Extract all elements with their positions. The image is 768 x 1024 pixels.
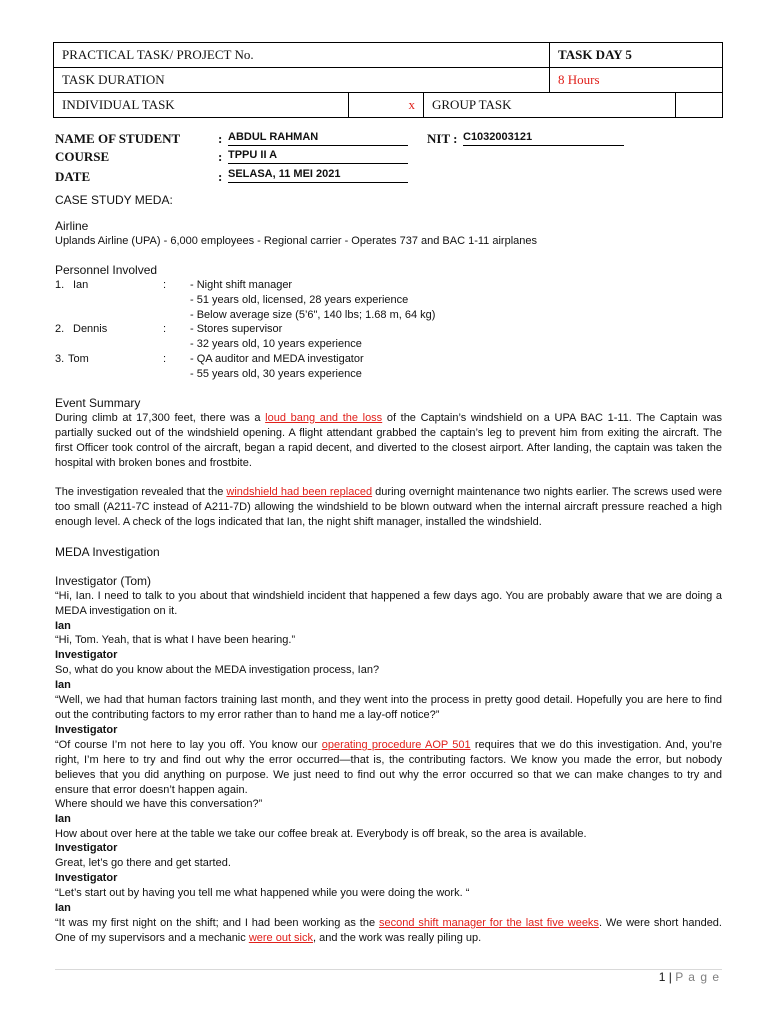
date-colon: :: [218, 169, 223, 184]
dialogue-line: Great, let’s go there and get started.: [55, 857, 231, 869]
event-paragraph-1: During climb at 17,300 feet, there was a loud bang and the loss of the Captain’s windshield on a UPA BAC 1-11. The Captain was partially sucked out of the windshield opening. A flight attendant grabbed the captain’s leg to prevent him from exiting the aircraft. The first Officer took control of the aircraft, began a rapid decent, and diverted to the closest airport. After landing, the captain was taken the hospital with broken bones and frostbite.: [55, 412, 722, 469]
group-task-mark: [676, 93, 723, 118]
person-detail: - 51 years old, licensed, 28 years experience: [190, 294, 409, 306]
person-detail: - 55 years old, 30 years experience: [190, 368, 362, 380]
dialogue-line: “Let’s start out by having you tell me what happened while you were doing the work. “: [55, 887, 470, 899]
event-summary-heading: Event Summary: [55, 396, 141, 410]
person-colon: :: [163, 279, 167, 291]
person-colon: :: [163, 353, 167, 365]
nit-label: NIT :: [427, 131, 458, 146]
footer-divider: [55, 969, 722, 970]
airline-heading: Airline: [55, 219, 89, 233]
name-colon: :: [218, 131, 223, 146]
task-day-cell: TASK DAY 5: [550, 43, 723, 68]
highlight-text: operating procedure AOP 501: [321, 739, 471, 751]
person-number: 3.: [55, 353, 65, 365]
person-number: 1.: [55, 279, 65, 291]
person-number: 2.: [55, 323, 65, 335]
group-task-label: GROUP TASK: [424, 93, 676, 118]
highlight-text: windshield had been replaced: [226, 486, 373, 498]
person-detail: - Night shift manager: [190, 279, 293, 291]
speaker-ian: Ian: [55, 620, 71, 632]
case-study-heading: CASE STUDY MEDA:: [55, 193, 173, 207]
airline-text: Uplands Airline (UPA) - 6,000 employees - Regional carrier - Operates 737 and BAC 1-11 airplanes: [55, 235, 537, 247]
speaker-investigator-tom: Investigator (Tom): [55, 574, 152, 588]
date-label: DATE: [55, 169, 91, 184]
date-value: SELASA, 11 MEI 2021: [228, 168, 408, 183]
page-footer: [659, 970, 720, 985]
nit-value: C1032003121: [463, 131, 624, 146]
dialogue-line: “Hi, Ian. I need to talk to you about that windshield incident that happened a few days ago. You are probably aware that we are doing a MEDA investigation on it.: [55, 590, 722, 617]
dialogue-line: So, what do you know about the MEDA investigation process, Ian?: [55, 664, 380, 676]
dialogue-line: “Hi, Tom. Yeah, that is what I have been hearing.”: [55, 634, 296, 646]
dialogue-line: “Of course I’m not here to lay you off. You know our operating procedure AOP 501 requires that we do this investigation. And, you’re right, I’m here to try and find out why the error occurred—that is, the contributing factors. We know you made the error, but nobody believes that you did anything on purpose. We just need to find out why the error occurred so that we can make changes to try and ensure that error doesn’t happen again.: [55, 739, 722, 796]
course-value: TPPU II A: [228, 149, 408, 164]
course-colon: :: [218, 149, 223, 164]
task-duration-label: TASK DURATION: [54, 68, 550, 93]
personnel-heading: Personnel Involved: [55, 263, 158, 277]
practical-task-cell: PRACTICAL TASK/ PROJECT No.: [54, 43, 550, 68]
speaker-ian: Ian: [55, 679, 71, 691]
task-duration-value: 8 Hours: [550, 68, 723, 93]
person-colon: :: [163, 323, 167, 335]
task-header-table: [53, 42, 723, 118]
person-name: Dennis: [73, 323, 108, 335]
dialogue-line: “It was my first night on the shift; and I had been working as the second shift manager for the last five weeks. We were short handed. One of my supervisors and a mechanic were out sick, and the work was really piling up.: [55, 917, 722, 944]
dialogue-line: Where should we have this conversation?”: [55, 798, 263, 810]
dialogue-line: “Well, we had that human factors training last month, and they went into the process in pretty good detail. Hopefully you are here to find out the contributing factors to my error rather than to hand me a lay-off notice?”: [55, 694, 722, 721]
speaker-ian: Ian: [55, 902, 71, 914]
speaker-investigator: Investigator: [55, 724, 118, 736]
person-name: Ian: [73, 279, 89, 291]
speaker-ian: Ian: [55, 813, 71, 825]
course-label: COURSE: [55, 149, 110, 164]
page-separator: |: [668, 970, 672, 984]
person-detail: - 32 years old, 10 years experience: [190, 338, 362, 350]
speaker-investigator: Investigator: [55, 872, 118, 884]
meda-heading: MEDA Investigation: [55, 545, 160, 559]
page-word: P a g e: [675, 970, 720, 984]
name-value: ABDUL RAHMAN: [228, 131, 408, 146]
name-label: NAME OF STUDENT: [55, 131, 181, 146]
event-paragraph-2: The investigation revealed that the windshield had been replaced during overnight maintenance two nights earlier. The screws used were too small (A211-7C instead of A211-7D) allowing the windshield to be blown outward when the internal aircraft pressure reached a high enough level. A check of the logs indicated that Ian, the night shift manager, installed the windshield.: [55, 486, 722, 528]
individual-task-label: INDIVIDUAL TASK: [54, 93, 349, 118]
speaker-investigator: Investigator: [55, 842, 118, 854]
highlight-text: were out sick: [248, 932, 314, 944]
page-number: 1: [658, 970, 666, 984]
person-detail: - Below average size (5’6", 140 lbs; 1.68 m, 64 kg): [190, 309, 436, 321]
individual-task-mark: x: [349, 93, 424, 118]
person-detail: - Stores supervisor: [190, 323, 283, 335]
dialogue-line: How about over here at the table we take our coffee break at. Everybody is off break, so the area is available.: [55, 828, 587, 840]
speaker-investigator: Investigator: [55, 649, 118, 661]
highlight-text: second shift manager for the last five weeks: [378, 917, 599, 929]
person-detail: - QA auditor and MEDA investigator: [190, 353, 364, 365]
person-name: Tom: [68, 353, 89, 365]
highlight-text: loud bang and the loss: [265, 412, 383, 424]
